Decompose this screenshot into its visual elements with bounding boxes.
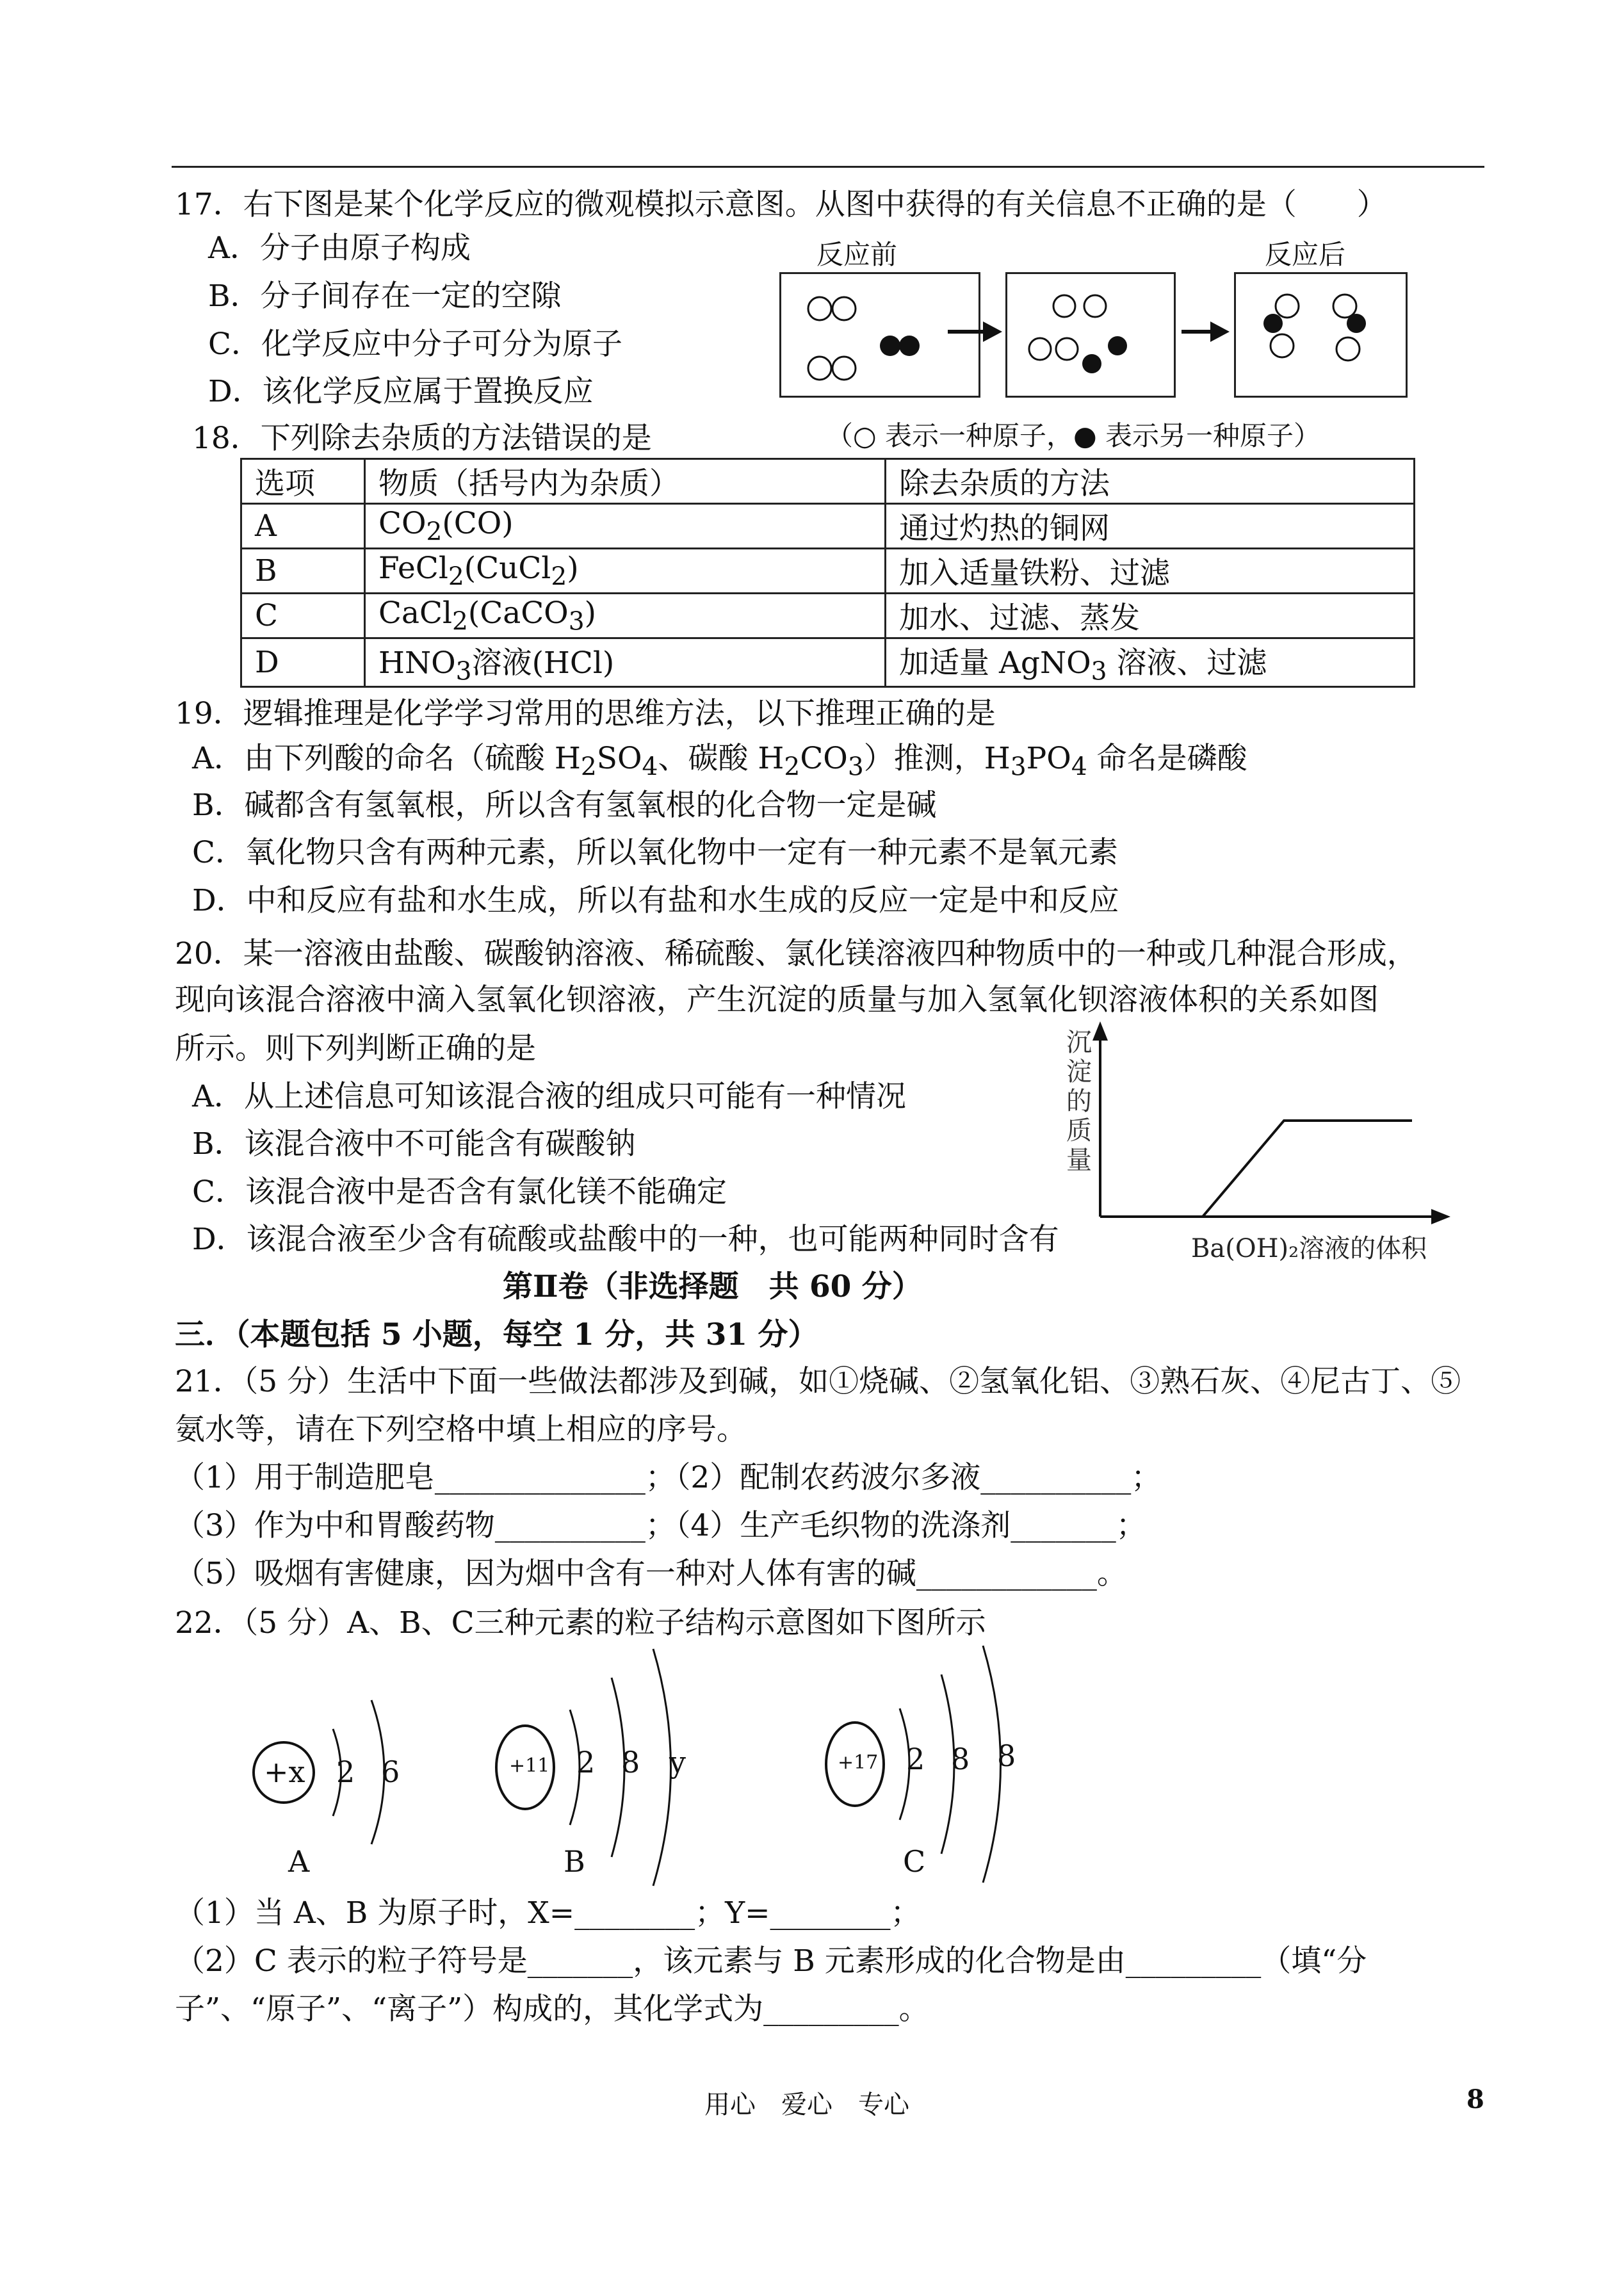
q22-stem: 22．（5 分）A、B、C三种元素的粒子结构示意图如下图所示 [175,1605,986,1641]
q19-option-a: A．由下列酸的命名（硫酸 $H_2SO_4$、碳酸 $H_2CO_3$）推测，$H_3PO_4$ 命名是磷酸 [192,741,1247,782]
section2-title: 第Ⅱ卷（非选择题 共 60 分） [503,1269,922,1304]
row-substance: FeCl$_2$(CuCl$_2$) [365,549,886,594]
q17-option-b: B．分子间存在一定的空隙 [208,279,562,314]
q20-stem-line2: 现向该混合溶液中滴入氢氧化钡溶液，产生沉淀的质量与加入氢氧化钡溶液体积的关系如图 [175,982,1379,1018]
q20-stem-line3: 所示。则下列判断正确的是 [175,1031,536,1066]
q20-option-d: D．该混合液至少含有硫酸或盐酸中的一种，也可能两种同时含有 [192,1222,1059,1257]
before-label: 反应前 [816,239,898,270]
row-option: B [241,549,365,594]
q21-line4: （3）作为中和胃酸药物__________；（4）生产毛织物的洗涤剂_______； [175,1508,1146,1543]
after-label: 反应后 [1265,239,1346,270]
footer-motto: 用心 爱心 专心 [704,2090,909,2120]
row-option: C [241,594,365,638]
q21-line2: 氨水等，请在下列空格中填上相应的序号。 [175,1412,747,1447]
q18-stem: 18．下列除去杂质的方法错误的是 [192,421,652,456]
q17-option-c: C．化学反应中分子可分为原子 [208,327,622,362]
atom-c-shell-3: 8 [997,1739,1016,1773]
q20-stem-line1: 20．某一溶液由盐酸、碳酸钠溶液、稀硫酸、氯化镁溶液四种物质中的一种或几种混合形成， [175,936,1417,971]
q19-stem: 19．逻辑推理是化学学习常用的思维方法，以下推理正确的是 [175,696,996,731]
row-method: 加适量 AgNO$_3$ 溶液、过滤 [886,638,1415,687]
q20-option-a: A．从上述信息可知该混合液的组成只可能有一种情况 [192,1079,906,1114]
graph-x-label: Ba(OH)₂溶液的体积 [1191,1234,1427,1263]
row-substance: $HNO_3$溶液(HCl) [365,638,886,687]
header-option: 选项 [241,459,365,504]
row-method: 加水、过滤、蒸发 [886,594,1415,638]
atom-a-shell-2: 6 [381,1755,400,1789]
atom-a-label: A [288,1844,310,1879]
atom-a-shell-1: 2 [336,1755,355,1789]
page-number: 8 [1466,2084,1484,2114]
q20-option-c: C．该混合液中是否含有氯化镁不能确定 [192,1174,727,1210]
q19-option-d: D．中和反应有盐和水生成，所以有盐和水生成的反应一定是中和反应 [192,883,1119,918]
q20-option-b: B．该混合液中不可能含有碳酸钠 [192,1126,636,1162]
atom-b-shell-2: 8 [621,1745,640,1780]
q17-stem: 17．右下图是某个化学反应的微观模拟示意图。从图中获得的有关信息不正确的是（ ） [175,187,1387,222]
row-substance: $CO_2(CO)$ [365,504,886,549]
row-method: 加入适量铁粉、过滤 [886,549,1415,594]
atom-c-shell-1: 2 [906,1742,925,1776]
row-option: A [241,504,365,549]
atom-c-label: C [903,1844,926,1879]
atom-b-nucleus: +11 [509,1755,550,1777]
q22-line3: 子”、“原子”、“离子”）构成的，其化学式为_________。 [175,1991,929,2027]
q19-option-c: C．氧化物只含有两种元素，所以氧化物中一定有一种元素不是氧元素 [192,835,1118,870]
header-substance: 物质（括号内为杂质） [365,459,886,504]
row-substance: CaCl$_2$(CaCO$_3$) [365,594,886,638]
q17-option-a: A．分子由原子构成 [208,231,471,266]
q17-option-d: D．该化学反应属于置换反应 [208,374,594,409]
atom-c-shell-2: 8 [951,1742,970,1776]
atom-b-label: B [564,1844,585,1879]
row-method: 通过灼热的铜网 [886,504,1415,549]
atom-b-shell-3: y [669,1745,686,1780]
q21-line1: 21．（5 分）生活中下面一些做法都涉及到碱，如①烧碱、②氢氧化铝、③熟石灰、④尼古丁、⑤ [175,1364,1461,1399]
q21-line5: （5）吸烟有害健康，因为烟中含有一种对人体有害的碱____________。 [175,1556,1127,1591]
q22-line1: （1）当 A、B 为原子时，X=________；Y=________； [175,1895,921,1931]
part3-title: 三．（本题包括 5 小题，每空 1 分，共 31 分） [175,1317,818,1352]
q21-line3: （1）用于制造肥皂______________；（2）配制农药波尔多液__________； [175,1460,1162,1495]
atom-a-nucleus: +x [264,1755,305,1789]
graph-y-label: 沉淀的质量 [1066,1028,1092,1175]
header-method: 除去杂质的方法 [886,459,1415,504]
atom-b-shell-1: 2 [576,1745,596,1780]
atom-c-nucleus: +17 [838,1751,879,1774]
q22-line2: （2）C 表示的粒子符号是_______，该元素与 B 元素形成的化合物是由_________（填“分 [175,1943,1367,1979]
diagram-legend: （○ 表示一种原子，● 表示另一种原子） [826,420,1320,451]
row-option: D [241,638,365,687]
q19-option-b: B．碱都含有氢氧根，所以含有氢氧根的化合物一定是碱 [192,788,937,823]
